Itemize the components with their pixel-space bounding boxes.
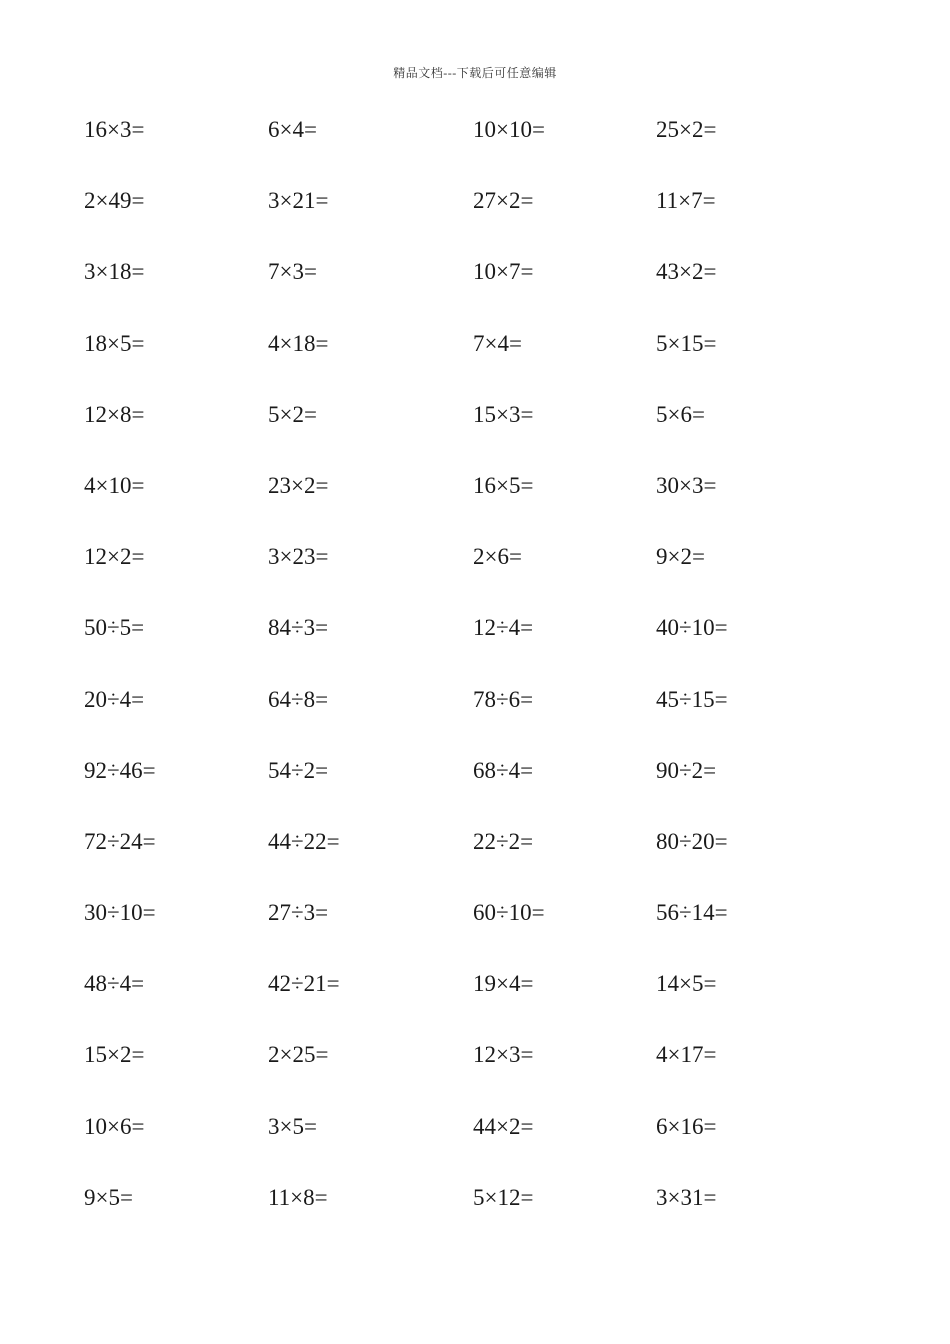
math-problem: 15×3=	[473, 401, 534, 427]
math-problem: 25×2=	[656, 117, 717, 142]
math-problem: 80÷20=	[656, 828, 728, 854]
math-problem: 30×3=	[656, 472, 717, 498]
problem-row	[84, 181, 904, 252]
problem-row	[84, 608, 904, 679]
math-problem: 42÷21=	[268, 971, 340, 997]
math-problem: 3×23=	[268, 544, 329, 570]
math-problem: 5×6=	[656, 401, 705, 427]
math-problem: 43×2=	[656, 259, 717, 285]
math-problem: 2×25=	[268, 1042, 329, 1068]
page-header: 精品文档---下载后可任意编辑	[393, 66, 557, 80]
math-problem: 44×2=	[473, 1113, 534, 1139]
math-problem: 3×5=	[268, 1113, 317, 1139]
math-problem: 10×6=	[84, 1113, 145, 1139]
math-problem: 9×5=	[84, 1184, 133, 1210]
math-problem: 2×6=	[473, 544, 522, 570]
math-problem: 50÷5=	[84, 615, 145, 641]
math-problem: 10×7=	[473, 259, 534, 285]
math-problem: 72÷24=	[84, 828, 156, 854]
math-problem: 60÷10=	[473, 900, 545, 926]
math-problem: 14×5=	[656, 971, 717, 997]
math-problem: 16×3=	[84, 117, 145, 142]
math-problem: 12÷4=	[473, 615, 534, 641]
math-problem: 16×5=	[473, 472, 534, 498]
problem-row	[84, 466, 904, 537]
math-problem: 90÷2=	[656, 757, 717, 783]
math-problem: 54÷2=	[268, 757, 329, 783]
math-problem: 40÷10=	[656, 615, 728, 641]
math-problem: 10×10=	[473, 117, 545, 142]
math-problem: 27×2=	[473, 188, 534, 214]
math-problem: 45÷15=	[656, 686, 728, 712]
math-problem: 12×8=	[84, 401, 145, 427]
problem-row	[84, 1035, 904, 1106]
math-problem: 4×10=	[84, 472, 145, 498]
math-problem: 11×8=	[268, 1184, 328, 1210]
math-problem: 12×2=	[84, 544, 145, 570]
math-problem: 22÷2=	[473, 828, 534, 854]
math-problem: 19×4=	[473, 971, 534, 997]
math-problem: 7×4=	[473, 330, 522, 356]
math-problem: 3×18=	[84, 259, 145, 285]
math-problem: 18×5=	[84, 330, 145, 356]
problem-row	[84, 1107, 904, 1178]
math-problem: 11×7=	[656, 188, 716, 214]
math-problem: 15×2=	[84, 1042, 145, 1068]
problem-row	[84, 1178, 904, 1249]
problem-row	[84, 395, 904, 466]
math-problem: 84÷3=	[268, 615, 329, 641]
math-problem: 23×2=	[268, 472, 329, 498]
problem-row	[84, 822, 904, 893]
problem-row	[84, 964, 904, 1035]
math-problem: 3×21=	[268, 188, 329, 214]
problem-row	[84, 324, 904, 395]
math-problem: 30÷10=	[84, 900, 156, 926]
math-problem: 68÷4=	[473, 757, 534, 783]
math-problem: 4×18=	[268, 330, 329, 356]
math-problem: 78÷6=	[473, 686, 534, 712]
math-problem: 12×3=	[473, 1042, 534, 1068]
problem-row	[84, 252, 904, 323]
problem-row	[84, 537, 904, 608]
math-problem: 56÷14=	[656, 900, 728, 926]
math-problem: 20÷4=	[84, 686, 145, 712]
math-problem: 6×16=	[656, 1113, 717, 1139]
math-problem: 4×17=	[656, 1042, 717, 1068]
math-problem: 2×49=	[84, 188, 145, 214]
problem-grid	[84, 110, 904, 1249]
problem-row	[84, 751, 904, 822]
math-problem: 7×3=	[268, 259, 317, 285]
math-problem: 5×12=	[473, 1184, 534, 1210]
math-problem: 64÷8=	[268, 686, 329, 712]
math-problem: 6×4=	[268, 117, 317, 142]
problem-row	[84, 110, 904, 181]
math-problem: 92÷46=	[84, 757, 156, 783]
math-problem: 5×15=	[656, 330, 717, 356]
problem-row	[84, 680, 904, 751]
math-problem: 9×2=	[656, 544, 705, 570]
problem-row	[84, 893, 904, 964]
math-problem: 5×2=	[268, 401, 317, 427]
math-problem: 44÷22=	[268, 828, 340, 854]
math-problem: 3×31=	[656, 1184, 717, 1210]
math-problem: 48÷4=	[84, 971, 145, 997]
math-problem: 27÷3=	[268, 900, 329, 926]
